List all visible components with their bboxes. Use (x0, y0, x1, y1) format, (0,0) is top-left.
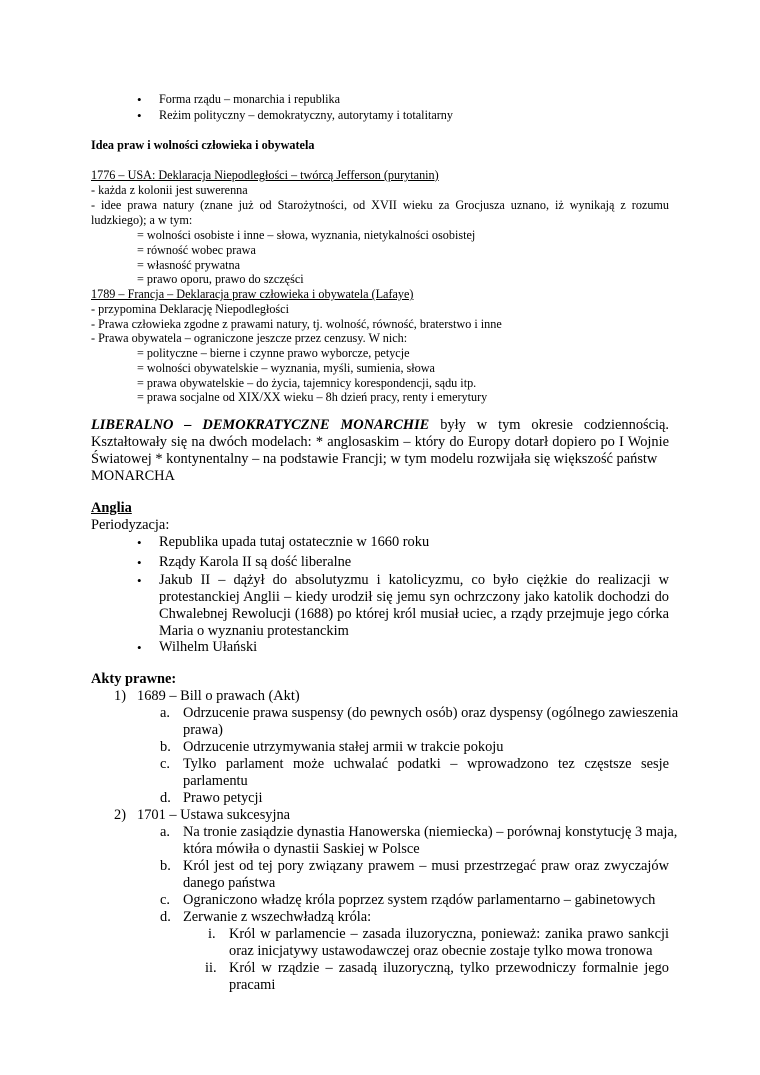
akty-2b-mark: b. (160, 858, 171, 874)
france-right-3: = prawa obywatelskie – do życia, tajemnicy korespondencji, sądu itp. (137, 376, 477, 390)
anglia-bullet-3-line-1: Jakub II – dążył do absolutyzmu i katolicyzmu, co było ciężkie do realizacji w (159, 572, 669, 588)
anglia-bullet-3-line-4: Maria o wyznaniu protestanckim (159, 623, 349, 639)
top-bullet-2: Reżim polityczny – demokratyczny, autorytamy i totalitarny (159, 108, 453, 122)
akty-2a-line-1: Na tronie zasiądzie dynastia Hanowerska (niemiecka) – porównaj konstytucję 3 maja, (183, 824, 678, 840)
anglia-bullet-1: Republika upada tutaj ostatecznie w 1660 roku (159, 534, 430, 550)
bullet-icon: • (137, 535, 142, 550)
bullet-icon: • (137, 555, 142, 570)
akty-2a-line-2: która mówiła o dynastii Saskiej w Polsce (183, 841, 420, 857)
usa-right-1: = wolności osobiste i inne – słowa, wyznania, nietykalności osobistej (137, 228, 476, 242)
akty-2b-line-2: danego państwa (183, 875, 276, 891)
usa-right-4: = prawo oporu, prawo do szczęści (137, 272, 304, 286)
akty-2d-ii-line-1: Król w rządzie – zasadą iluzoryczną, tylko przewodniczy formalnie jego (229, 960, 669, 976)
akty-1b-mark: b. (160, 739, 171, 755)
akty-1c-line-1: Tylko parlament może uchwalać podatki – wprowadzono tez częstsze sesje (183, 756, 669, 772)
section-title: Idea praw i wolności człowieka i obywatela (91, 138, 315, 152)
bullet-icon: • (137, 92, 142, 107)
bullet-icon: • (137, 573, 142, 588)
liberal-line-4: MONARCHA (91, 468, 175, 484)
akty-2d-ii-line-2: pracami (229, 977, 276, 993)
usa-line-1: - każda z kolonii jest suwerenna (91, 183, 248, 197)
akty-2a-mark: a. (160, 824, 170, 840)
liberal-line-3: Światowej * kontynentalny – na podstawie Francji; w tym modelu rozwijała się większość państw (91, 451, 658, 467)
usa-line-2: - idee prawa natury (znane już od Starożytności, od XVII wieku za Grocjusza uznano, iż wynikają z rozumu (91, 198, 669, 212)
anglia-title: Anglia (91, 500, 132, 516)
france-line-3: - Prawa obywatela – ograniczone jeszcze przez cenzusy. W nich: (91, 331, 408, 345)
anglia-bullet-3-line-3: Chwalebnej Rewolucji (1688) po której król musiał uciec, a rządy przejmuje jego córka (159, 606, 669, 622)
akty-1d-mark: d. (160, 790, 171, 806)
akty-1c-line-2: parlamentu (183, 773, 248, 789)
akty-2d-line-1: Zerwanie z wszechwładzą króla: (183, 909, 372, 925)
france-header: 1789 – Francja – Deklaracja praw człowieka i obywatela (Lafaye) (91, 287, 414, 301)
akty-1a-line-1: Odrzucenie prawa suspensy (do pewnych osób) oraz dyspensy (ogólnego zawieszenia (183, 705, 679, 721)
france-right-1: = polityczne – bierne i czynne prawo wyborcze, petycje (137, 346, 410, 360)
top-bullet-1: Forma rządu – monarchia i republika (159, 92, 341, 106)
akty-2d-i-line-2: oraz inicjatywy ustawodawczej oraz obecnie zostaje tylko mowa tronowa (229, 943, 653, 959)
anglia-subtitle: Periodyzacja: (91, 517, 170, 533)
france-right-4: = prawa socjalne od XIX/XX wieku – 8h dzień pracy, renty i emerytury (137, 390, 488, 404)
akty-1b-line-1: Odrzucenie utrzymywania stałej armii w trakcie pokoju (183, 739, 504, 755)
akty-2d-ii-mark: ii. (205, 960, 217, 976)
akty-1c-mark: c. (160, 756, 170, 772)
usa-header: 1776 – USA: Deklaracja Niepodległości – twórcą Jefferson (purytanin) (91, 168, 439, 182)
anglia-bullet-4: Wilhelm Ułański (159, 639, 258, 655)
liberal-line-2: Kształtowały się na dwóch modelach: * anglosaskim – który do Europy dotarł dopiero po I Wojnie (91, 434, 669, 450)
akty-item-1-num: 1) (114, 688, 126, 704)
bullet-icon: • (137, 108, 142, 123)
akty-2d-i-line-1: Król w parlamencie – zasada iluzoryczna, ponieważ: zanika prawo sankcji (229, 926, 669, 942)
bullet-icon: • (137, 640, 142, 655)
liberal-line-1: LIBERALNO – DEMOKRATYCZNE MONARCHIE były w tym okresie codziennością. (91, 417, 669, 433)
france-right-2: = wolności obywatelskie – wyznania, myśli, sumienia, słowa (137, 361, 435, 375)
france-line-1: - przypomina Deklarację Niepodległości (91, 302, 289, 316)
usa-right-2: = równość wobec prawa (137, 243, 256, 257)
usa-line-3: ludzkiego); a w tym: (91, 213, 193, 227)
akty-1d-line-1: Prawo petycji (183, 790, 263, 806)
anglia-bullet-2: Rządy Karola II są dość liberalne (159, 554, 352, 570)
akty-item-2-label: 1701 – Ustawa sukcesyjna (137, 807, 291, 823)
akty-2d-i-mark: i. (208, 926, 216, 942)
akty-title: Akty prawne: (91, 671, 177, 687)
anglia-bullet-3-line-2: protestanckiej Anglii – kiedy urodził się jemu syn ochrzczony jako katolik dochodzi do (159, 589, 669, 605)
akty-2c-line-1: Ograniczono władzę króla poprzez system rządów parlamentarno – gabinetowych (183, 892, 656, 908)
akty-1a-mark: a. (160, 705, 170, 721)
akty-2b-line-1: Król jest od tej pory związany prawem – musi przestrzegać praw oraz zwyczajów (183, 858, 669, 874)
akty-2c-mark: c. (160, 892, 170, 908)
akty-item-2-num: 2) (114, 807, 126, 823)
akty-1a-line-2: prawa) (183, 722, 223, 738)
akty-2d-mark: d. (160, 909, 171, 925)
akty-item-1-label: 1689 – Bill o prawach (Akt) (137, 688, 300, 704)
usa-right-3: = własność prywatna (137, 258, 240, 272)
france-line-2: - Prawa człowieka zgodne z prawami natury, tj. wolność, równość, braterstwo i inne (91, 317, 502, 331)
